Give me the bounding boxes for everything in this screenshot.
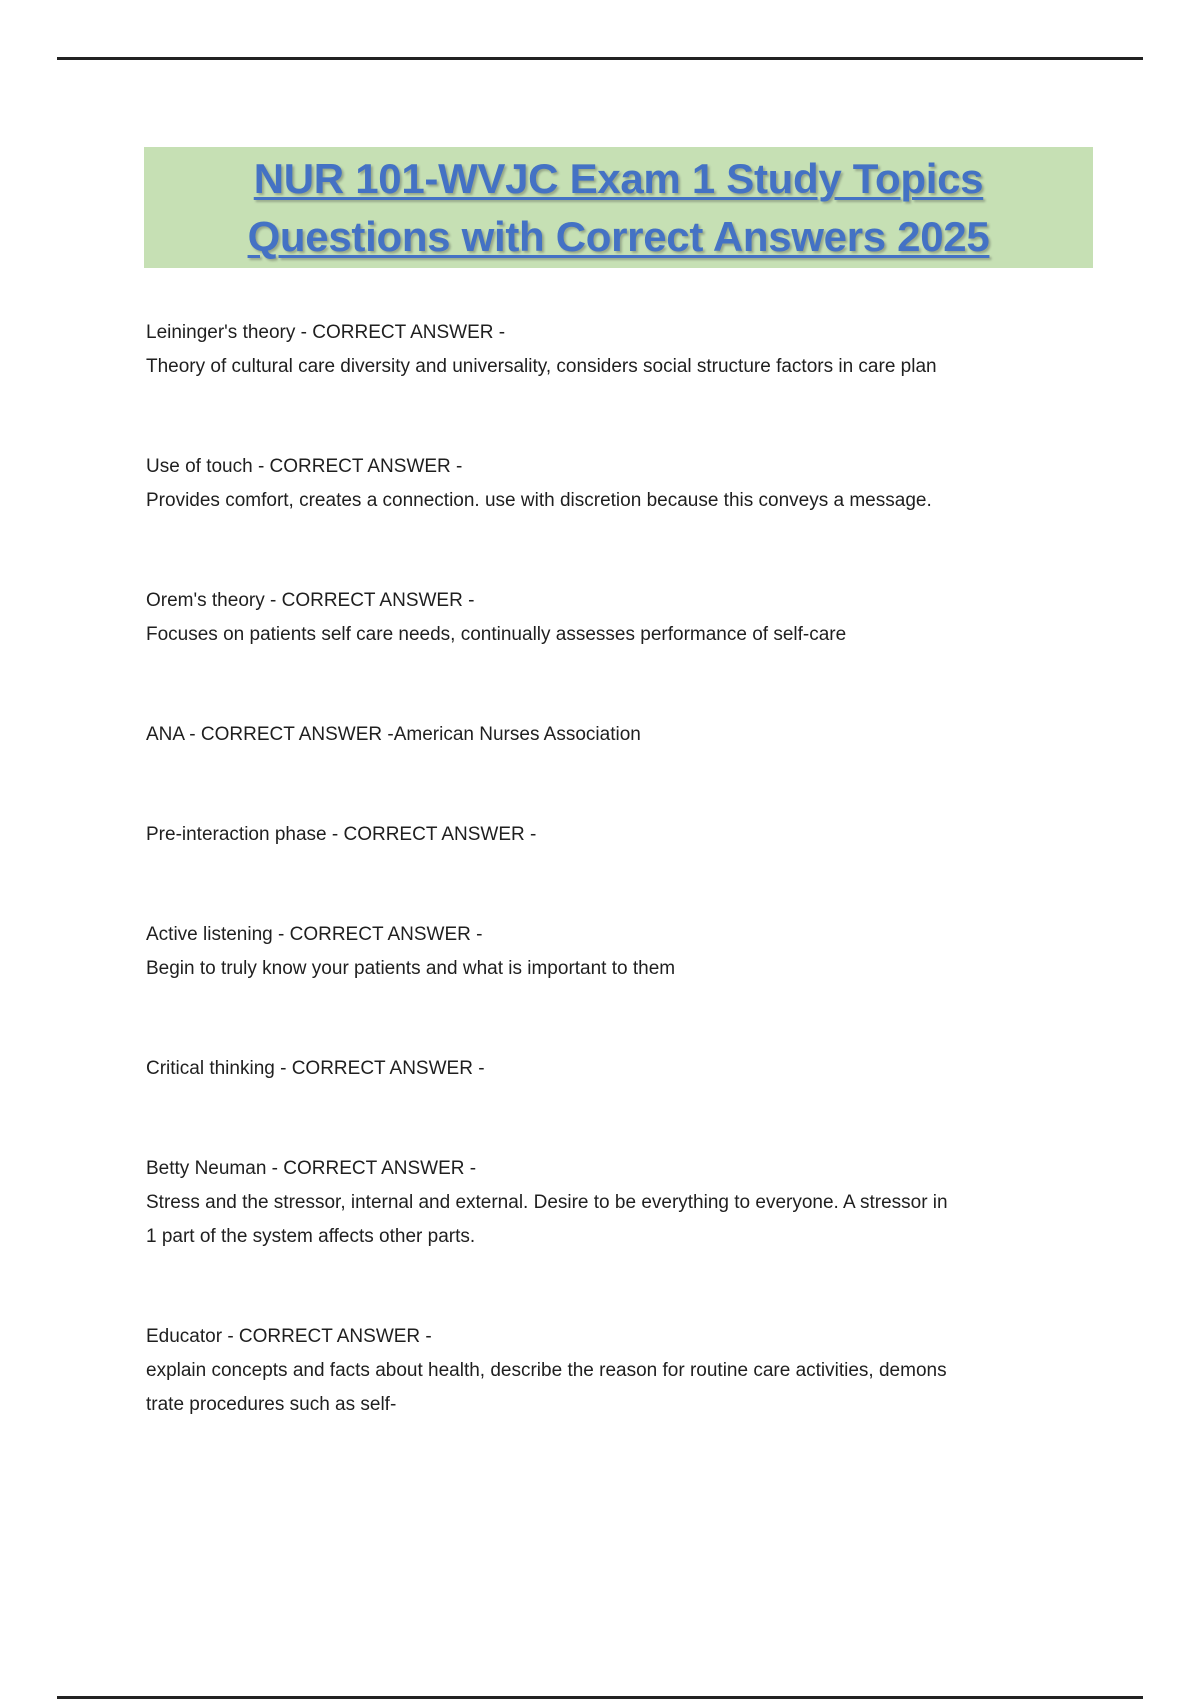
qa-entry (146, 584, 1096, 652)
question-text: Pre-interaction phase - CORRECT ANSWER - (146, 824, 537, 845)
answer-text: Theory of cultural care diversity and universality, considers social structure factors in care plan (146, 356, 937, 377)
qa-entry (146, 1320, 1096, 1422)
question-text: Active listening - CORRECT ANSWER - (146, 924, 483, 945)
question-text: Educator - CORRECT ANSWER - (146, 1326, 432, 1347)
question-text: Betty Neuman - CORRECT ANSWER - (146, 1158, 477, 1179)
question-text: Critical thinking - CORRECT ANSWER - (146, 1058, 485, 1079)
answer-text: Stress and the stressor, internal and external. Desire to be everything to everyone. A stressor in (146, 1192, 948, 1213)
question-text: Orem's theory - CORRECT ANSWER - (146, 590, 475, 611)
title-line-1: NUR 101-WVJC Exam 1 Study Topics (253, 154, 984, 202)
question-text: ANA - CORRECT ANSWER -American Nurses Association (146, 724, 641, 745)
title-banner (144, 147, 1093, 268)
qa-list (146, 316, 1096, 1488)
question-text: Use of touch - CORRECT ANSWER - (146, 456, 463, 477)
qa-entry (146, 718, 1096, 752)
qa-entry (146, 818, 1096, 852)
answer-text: Provides comfort, creates a connection. use with discretion because this conveys a message. (146, 490, 932, 511)
qa-entry (146, 1152, 1096, 1254)
qa-entry (146, 450, 1096, 518)
answer-text: 1 part of the system affects other parts. (146, 1226, 476, 1247)
header-rule (57, 57, 1143, 60)
qa-entry (146, 316, 1096, 384)
title-line-2: Questions with Correct Answers 2025 (247, 212, 990, 260)
qa-entry (146, 1052, 1096, 1086)
qa-entry (146, 918, 1096, 986)
answer-text: Focuses on patients self care needs, continually assesses performance of self-care (146, 624, 847, 645)
answer-text: Begin to truly know your patients and what is important to them (146, 958, 676, 979)
answer-text: trate procedures such as self- (146, 1394, 397, 1415)
question-text: Leininger's theory - CORRECT ANSWER - (146, 322, 506, 343)
answer-text: explain concepts and facts about health, describe the reason for routine care activities, demons (146, 1360, 947, 1381)
footer-rule (57, 1696, 1143, 1699)
